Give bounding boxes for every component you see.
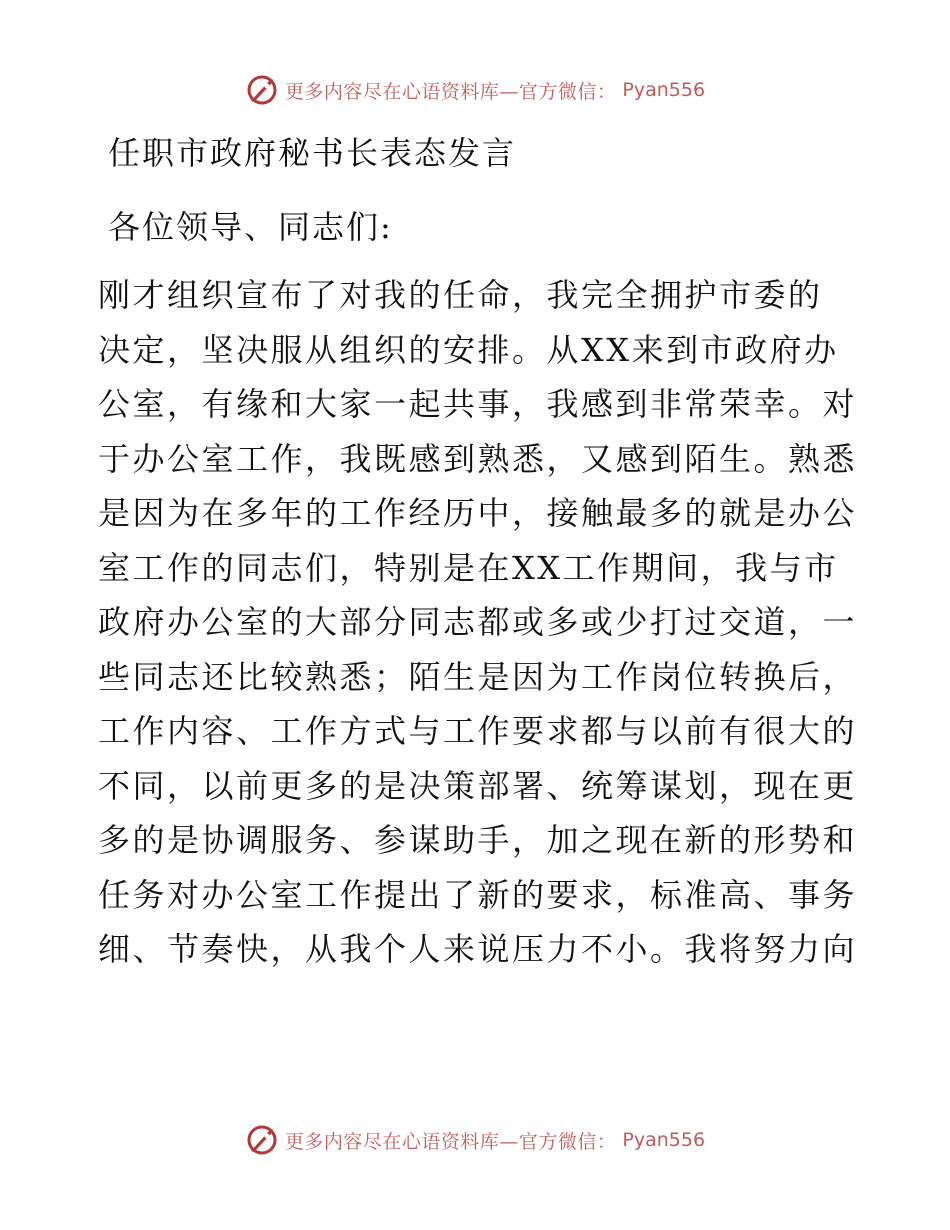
body-line: 是因为在多年的工作经历中，接触最多的就是办公 (98, 494, 858, 532)
document-salutation: 各位领导、同志们: (108, 208, 393, 246)
body-line: 任务对办公室工作提出了新的要求，标准高、事务 (98, 875, 858, 914)
body-line: 些同志还比较熟悉；陌生是因为工作岗位转换后， (98, 657, 858, 696)
body-line: 细、节奏快，从我个人来说压力不小。我将努力向 (98, 930, 858, 968)
footer-wechat-id: Pyan556 (622, 1129, 706, 1151)
header-wechat-id: Pyan556 (622, 79, 706, 101)
body-line: 室工作的同志们，特别是在XX工作期间，我与市 (98, 548, 839, 587)
header-promo-text: 更多内容尽在心语资料库—官方微信： (284, 80, 617, 103)
document-body (98, 272, 858, 981)
footer-promo-text: 更多内容尽在心语资料库—官方微信： (284, 1130, 617, 1153)
body-line: 于办公室工作，我既感到熟悉，又感到陌生。熟悉 (98, 439, 858, 478)
pen-logo-icon (245, 73, 279, 107)
body-line: 不同，以前更多的是决策部署、统筹谋划，现在更 (98, 766, 858, 805)
body-line: 工作内容、工作方式与工作要求都与以前有很大的 (98, 712, 858, 750)
body-line: 公室，有缘和大家一起共事，我感到非常荣幸。对 (98, 385, 858, 423)
body-line: 决定，坚决服从组织的安排。从XX来到市政府办 (98, 330, 839, 369)
header-banner[interactable] (0, 70, 950, 110)
pen-logo-icon (245, 1123, 279, 1157)
body-line: 政府办公室的大部分同志都或多或少打过交道，一 (98, 603, 858, 641)
body-line: 刚才组织宣布了对我的任命，我完全拥护市委的 (98, 276, 823, 314)
body-line: 多的是协调服务、参谋助手，加之现在新的形势和 (98, 821, 858, 859)
footer-banner[interactable] (0, 1120, 950, 1160)
document-title: 任职市政府秘书长表态发言 (108, 134, 517, 172)
